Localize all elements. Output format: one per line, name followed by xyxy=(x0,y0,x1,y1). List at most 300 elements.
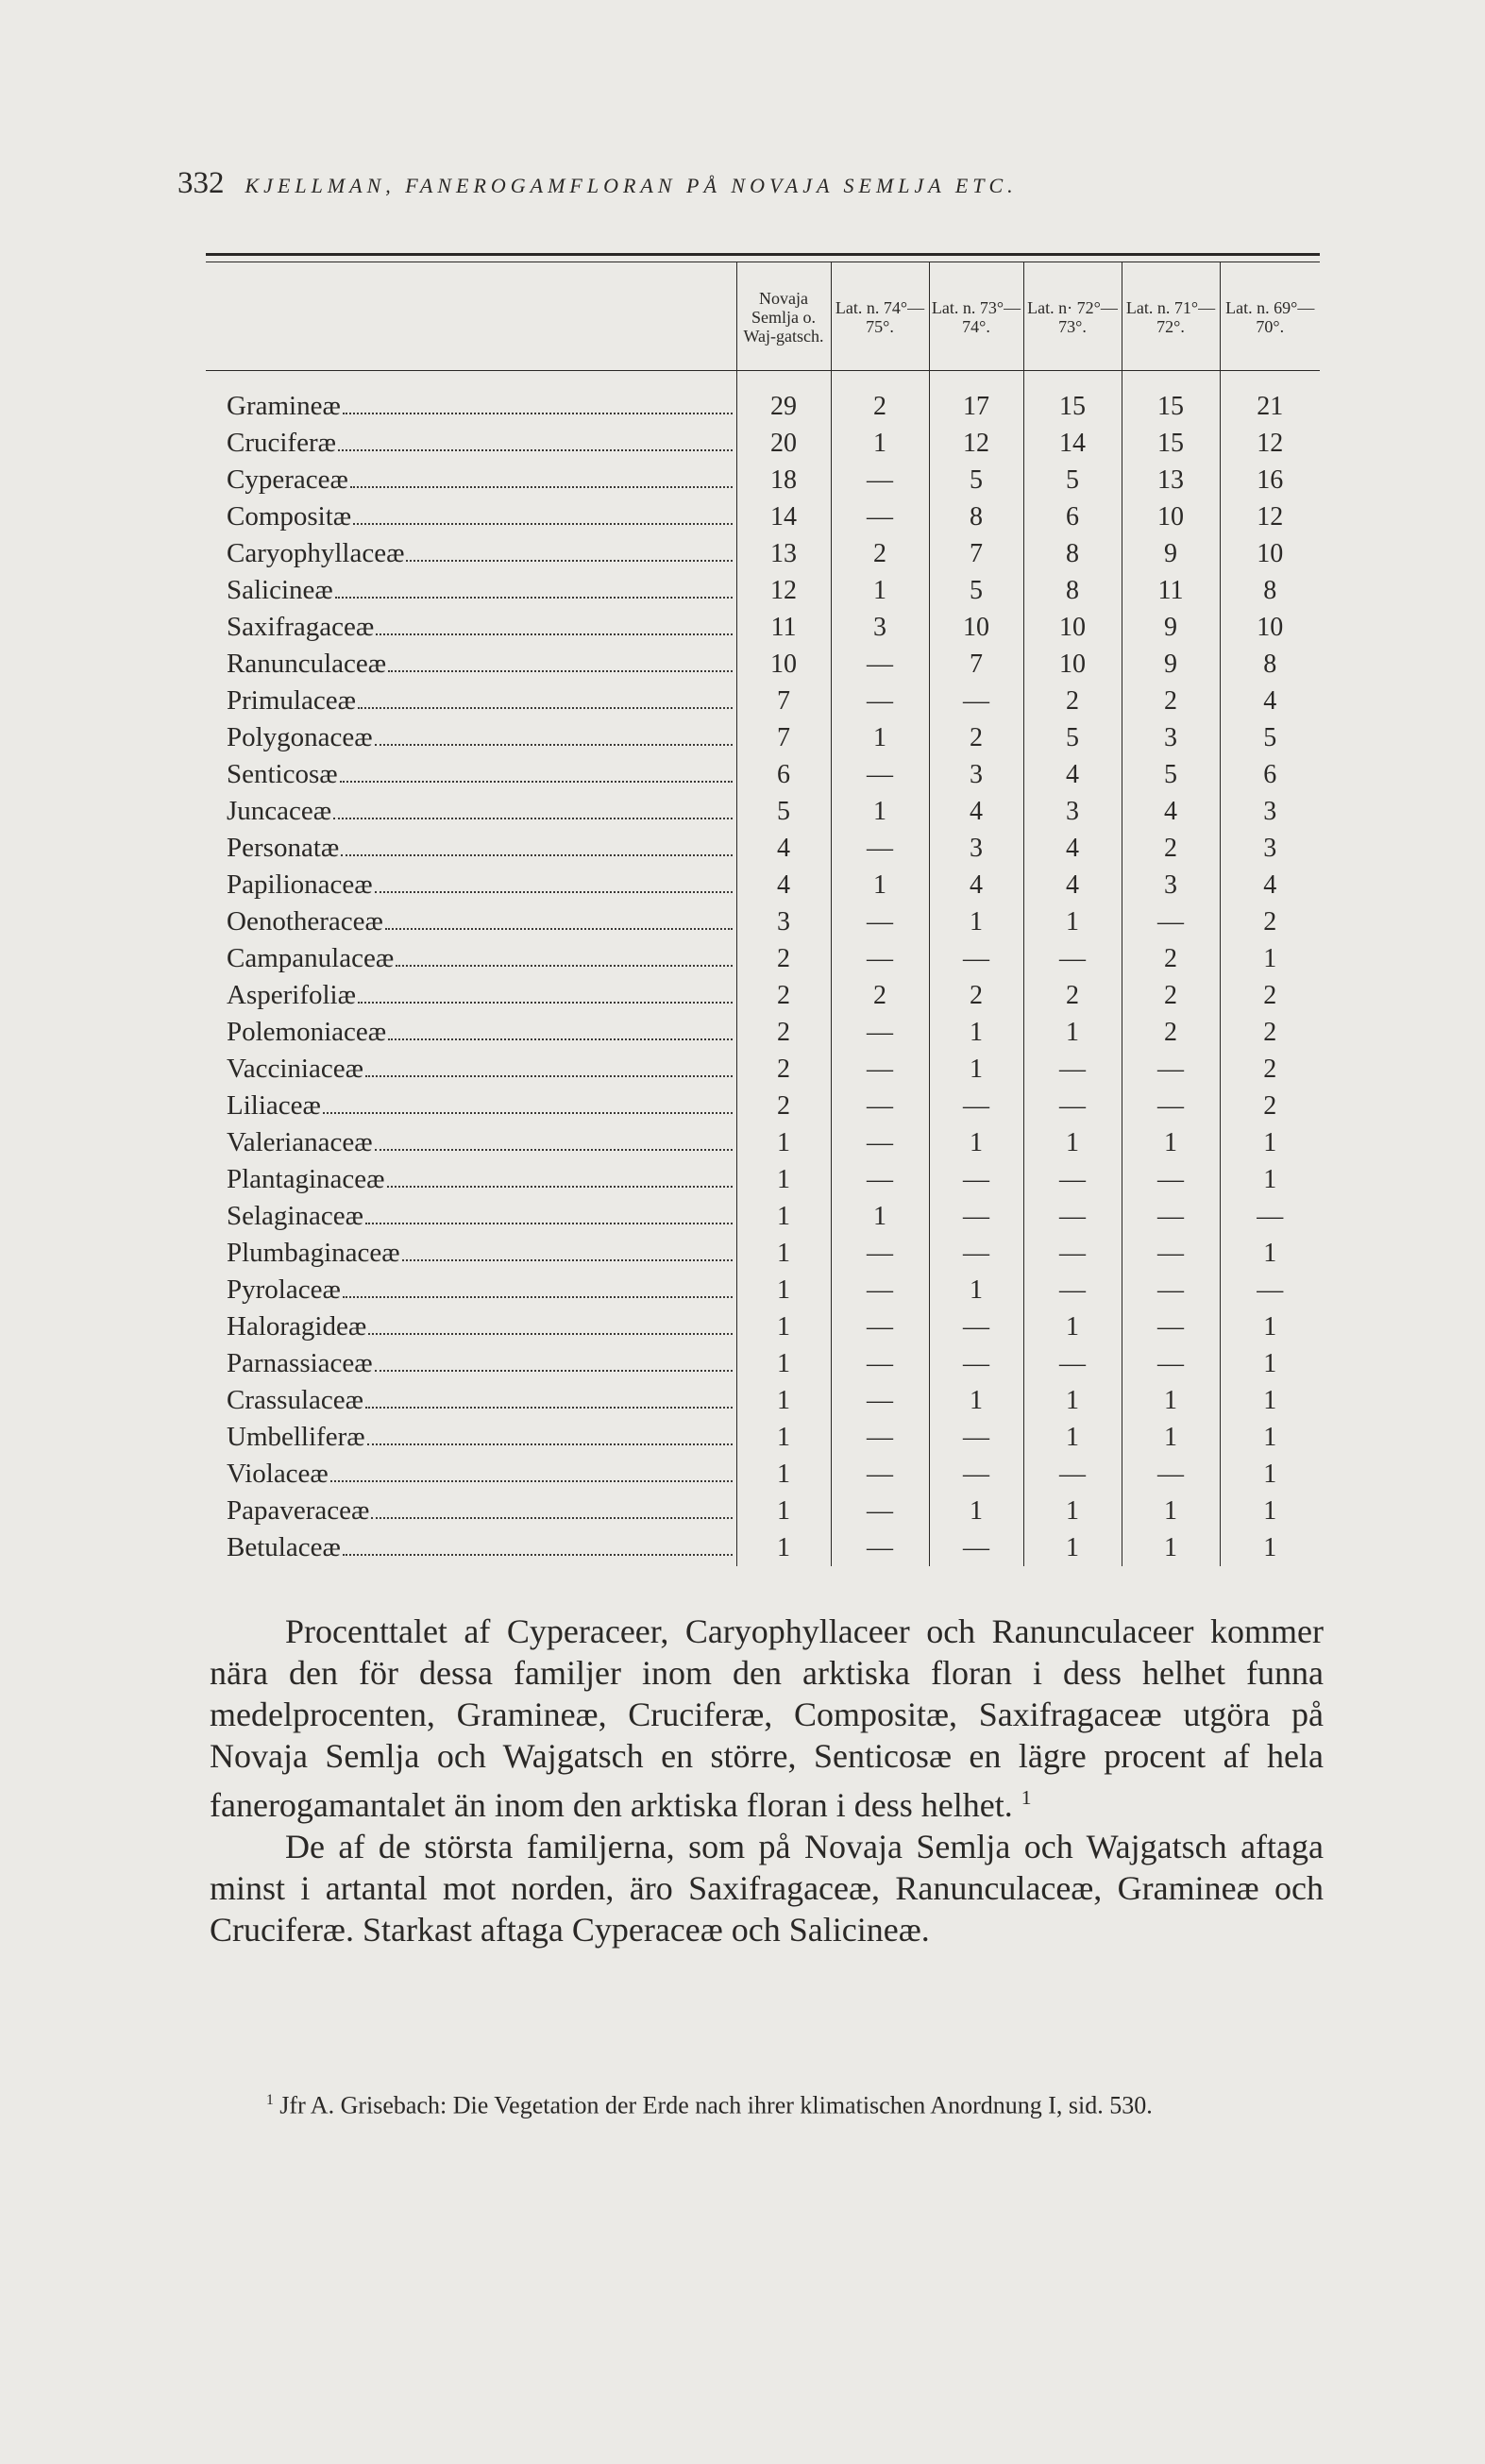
count-cell: 1 xyxy=(831,867,929,903)
count-cell: — xyxy=(1023,1051,1122,1088)
count-cell: — xyxy=(831,1235,929,1272)
count-cell: 1 xyxy=(1023,1529,1122,1566)
count-cell: — xyxy=(1023,1161,1122,1198)
count-cell: 8 xyxy=(1220,572,1320,609)
count-cell: — xyxy=(831,462,929,498)
count-cell: 11 xyxy=(736,609,831,646)
count-cell: 7 xyxy=(929,535,1023,572)
dot-leader xyxy=(396,964,732,967)
count-cell: — xyxy=(1122,903,1220,940)
family-name-cell xyxy=(206,1124,736,1161)
count-cell: — xyxy=(929,1419,1023,1456)
count-cell: 2 xyxy=(929,719,1023,756)
count-cell: — xyxy=(1122,1308,1220,1345)
count-cell: 7 xyxy=(929,646,1023,683)
family-name-cell xyxy=(206,756,736,793)
dot-leader xyxy=(375,1369,733,1372)
family-name-cell xyxy=(206,719,736,756)
count-cell: — xyxy=(1122,1051,1220,1088)
count-cell: 2 xyxy=(1220,1088,1320,1124)
count-cell: 2 xyxy=(1220,977,1320,1014)
count-cell: 1 xyxy=(831,1198,929,1235)
count-cell: 9 xyxy=(1122,535,1220,572)
footnote-mark: 1 xyxy=(266,2092,274,2108)
count-cell: — xyxy=(1023,1345,1122,1382)
dot-leader xyxy=(375,890,733,893)
count-cell: 2 xyxy=(1122,977,1220,1014)
count-cell: 15 xyxy=(1023,388,1122,425)
count-cell: 6 xyxy=(1220,756,1320,793)
count-cell: — xyxy=(929,1529,1023,1566)
count-cell: 14 xyxy=(1023,425,1122,462)
family-name-cell xyxy=(206,1161,736,1198)
running-title: KJELLMAN, FANEROGAMFLORAN PÅ NOVAJA SEMLJA ETC. xyxy=(245,174,1018,197)
table-row xyxy=(206,1456,1320,1493)
dot-leader xyxy=(387,1185,733,1188)
family-name: Valerianaceæ xyxy=(227,1127,373,1157)
count-cell: — xyxy=(1122,1272,1220,1308)
count-cell: 2 xyxy=(736,1051,831,1088)
column-header: Lat. n· 72°—73°. xyxy=(1023,262,1122,371)
table-row xyxy=(206,1014,1320,1051)
family-name-cell xyxy=(206,646,736,683)
family-name-cell xyxy=(206,1088,736,1124)
family-name: Haloragideæ xyxy=(227,1311,367,1342)
count-cell: — xyxy=(831,1161,929,1198)
table-row xyxy=(206,867,1320,903)
family-name: Saxifragaceæ xyxy=(227,612,375,642)
page-number: 332 xyxy=(177,166,225,200)
count-cell: 5 xyxy=(736,793,831,830)
count-cell: 10 xyxy=(929,609,1023,646)
family-name: Primulaceæ xyxy=(227,685,356,716)
count-cell: 8 xyxy=(1023,535,1122,572)
count-cell: 3 xyxy=(1220,830,1320,867)
count-cell: 6 xyxy=(736,756,831,793)
count-cell: 9 xyxy=(1122,609,1220,646)
family-name-cell xyxy=(206,1529,736,1566)
table-row xyxy=(206,1235,1320,1272)
table-row xyxy=(206,683,1320,719)
dot-leader xyxy=(365,1222,733,1224)
count-cell: — xyxy=(929,1345,1023,1382)
table-row xyxy=(206,1161,1320,1198)
count-cell: 1 xyxy=(736,1161,831,1198)
count-cell: 5 xyxy=(1023,719,1122,756)
count-cell: — xyxy=(831,1345,929,1382)
column-header: Lat. n. 73°—74°. xyxy=(929,262,1023,371)
table-row xyxy=(206,1529,1320,1566)
dot-leader xyxy=(358,1001,733,1004)
paragraph-text: De af de största familjerna, som på Novaja Semlja och Wajgatsch aftaga minst i artantal mot norden, äro Saxifragaceæ, Ranunculaceæ, Gramineæ och Cruciferæ. Starkast aftaga Cyperaceæ och Salicineæ. xyxy=(210,1828,1324,1949)
count-cell: 17 xyxy=(929,388,1023,425)
count-cell: — xyxy=(831,1419,929,1456)
count-cell: — xyxy=(831,903,929,940)
family-name-cell xyxy=(206,1419,736,1456)
count-cell: 1 xyxy=(831,719,929,756)
dot-leader xyxy=(388,669,732,672)
count-cell: 1 xyxy=(736,1382,831,1419)
count-cell: 13 xyxy=(1122,462,1220,498)
count-cell: 1 xyxy=(1122,1124,1220,1161)
count-cell: 1 xyxy=(929,1272,1023,1308)
count-cell: 2 xyxy=(1122,1014,1220,1051)
family-table xyxy=(206,262,1320,1566)
count-cell: 1 xyxy=(1220,1345,1320,1382)
dot-leader xyxy=(376,633,732,635)
family-name: Papaveraceæ xyxy=(227,1495,370,1526)
table-row xyxy=(206,793,1320,830)
count-cell: 1 xyxy=(1023,1308,1122,1345)
count-cell: 2 xyxy=(831,388,929,425)
count-cell: 14 xyxy=(736,498,831,535)
table-row xyxy=(206,1345,1320,1382)
count-cell: 10 xyxy=(1023,609,1122,646)
table-row xyxy=(206,1382,1320,1419)
count-cell: 12 xyxy=(736,572,831,609)
dot-leader xyxy=(343,1553,733,1556)
count-cell: — xyxy=(1122,1161,1220,1198)
table-top-rule xyxy=(206,253,1320,262)
table-row xyxy=(206,830,1320,867)
family-name-cell xyxy=(206,609,736,646)
column-header: Lat. n. 69°—70°. xyxy=(1220,262,1320,371)
header-blank-cell xyxy=(206,262,736,371)
count-cell: 1 xyxy=(1220,1456,1320,1493)
count-cell: 3 xyxy=(736,903,831,940)
count-cell: 1 xyxy=(1122,1493,1220,1529)
family-name: Gramineæ xyxy=(227,391,341,421)
count-cell: 10 xyxy=(1122,498,1220,535)
count-cell: — xyxy=(1220,1272,1320,1308)
dot-leader xyxy=(375,1148,733,1151)
family-name: Polygonaceæ xyxy=(227,722,373,752)
count-cell: — xyxy=(1023,1272,1122,1308)
table-row xyxy=(206,1493,1320,1529)
count-cell: 1 xyxy=(831,793,929,830)
body-text xyxy=(210,1611,1324,1950)
count-cell: 11 xyxy=(1122,572,1220,609)
family-name-cell xyxy=(206,1493,736,1529)
count-cell: 8 xyxy=(929,498,1023,535)
count-cell: 3 xyxy=(1122,867,1220,903)
count-cell: 3 xyxy=(1220,793,1320,830)
family-name-cell xyxy=(206,1382,736,1419)
table-header-row xyxy=(206,262,1320,371)
count-cell: — xyxy=(831,1051,929,1088)
count-cell: — xyxy=(1023,1456,1122,1493)
count-cell: 1 xyxy=(1023,903,1122,940)
table-row xyxy=(206,388,1320,425)
count-cell: — xyxy=(929,1198,1023,1235)
table-row xyxy=(206,535,1320,572)
family-name: Campanulaceæ xyxy=(227,943,395,973)
footnote-text: Jfr A. Grisebach: Die Vegetation der Erde nach ihrer klimatischen Anordnung I, sid. 530. xyxy=(279,2091,1153,2119)
dot-leader xyxy=(330,1479,733,1482)
dot-leader xyxy=(358,706,733,709)
count-cell: 10 xyxy=(736,646,831,683)
count-cell: 1 xyxy=(1220,1493,1320,1529)
dot-leader xyxy=(343,1295,733,1298)
table-row xyxy=(206,1051,1320,1088)
count-cell: 1 xyxy=(831,425,929,462)
dot-leader xyxy=(335,596,733,599)
count-cell: 15 xyxy=(1122,425,1220,462)
count-cell: 5 xyxy=(1122,756,1220,793)
family-name: Polemoniaceæ xyxy=(227,1017,387,1047)
count-cell: 12 xyxy=(1220,425,1320,462)
table-row xyxy=(206,462,1320,498)
table-row xyxy=(206,719,1320,756)
family-name-cell xyxy=(206,535,736,572)
family-name: Compositæ xyxy=(227,501,352,532)
count-cell: 1 xyxy=(736,1198,831,1235)
count-cell: — xyxy=(1122,1456,1220,1493)
table-row xyxy=(206,940,1320,977)
count-cell: 2 xyxy=(1220,1014,1320,1051)
table-row xyxy=(206,903,1320,940)
table-row xyxy=(206,1198,1320,1235)
count-cell: 18 xyxy=(736,462,831,498)
count-cell: 1 xyxy=(736,1456,831,1493)
count-cell: 1 xyxy=(1023,1014,1122,1051)
count-cell: — xyxy=(1122,1198,1220,1235)
count-cell: 4 xyxy=(1023,867,1122,903)
family-name: Parnassiaceæ xyxy=(227,1348,373,1378)
count-cell: 1 xyxy=(1122,1382,1220,1419)
family-name: Juncaceæ xyxy=(227,796,332,826)
family-name-cell xyxy=(206,1198,736,1235)
count-cell: — xyxy=(831,756,929,793)
family-name: Papilionaceæ xyxy=(227,869,373,900)
dot-leader xyxy=(365,1074,733,1077)
table-row xyxy=(206,425,1320,462)
count-cell: — xyxy=(1023,940,1122,977)
count-cell: 2 xyxy=(1023,683,1122,719)
family-name-cell xyxy=(206,1308,736,1345)
count-cell: — xyxy=(831,1272,929,1308)
count-cell: 1 xyxy=(736,1529,831,1566)
dot-leader xyxy=(338,448,733,451)
count-cell: 1 xyxy=(1220,1235,1320,1272)
count-cell: 1 xyxy=(1122,1419,1220,1456)
dot-leader xyxy=(340,780,733,783)
count-cell: 1 xyxy=(1220,1124,1320,1161)
count-cell: 5 xyxy=(1023,462,1122,498)
family-table-container xyxy=(206,253,1320,1566)
count-cell: 1 xyxy=(736,1345,831,1382)
family-name: Ranunculaceæ xyxy=(227,649,387,679)
family-name: Salicineæ xyxy=(227,575,333,605)
count-cell: 3 xyxy=(929,756,1023,793)
family-name: Selaginaceæ xyxy=(227,1201,363,1231)
count-cell: — xyxy=(929,1235,1023,1272)
family-name-cell xyxy=(206,572,736,609)
table-row xyxy=(206,1419,1320,1456)
count-cell: 7 xyxy=(736,683,831,719)
table-row xyxy=(206,572,1320,609)
count-cell: 29 xyxy=(736,388,831,425)
count-cell: 1 xyxy=(1023,1493,1122,1529)
count-cell: 2 xyxy=(831,977,929,1014)
count-cell: 2 xyxy=(1220,903,1320,940)
count-cell: — xyxy=(929,1456,1023,1493)
dot-leader xyxy=(343,412,733,414)
count-cell: 1 xyxy=(736,1493,831,1529)
table-row xyxy=(206,498,1320,535)
count-cell: 2 xyxy=(1122,683,1220,719)
paragraph-text: Procenttalet af Cyperaceer, Caryophyllaceer och Ranunculaceer kommer nära den för dessa familjer inom den arktiska floran i dess helhet funna medelprocenten, Gramineæ, Cruciferæ, Compositæ, Saxifragaceæ utgöra på Novaja Semlja och Wajgatsch en större, Senticosæ en lägre procent af hela fanerogamantalet än inom den arktiska floran i dess helhet. xyxy=(210,1612,1324,1824)
family-name-cell xyxy=(206,498,736,535)
family-name-cell xyxy=(206,793,736,830)
count-cell: 1 xyxy=(929,1124,1023,1161)
table-row xyxy=(206,1088,1320,1124)
count-cell: — xyxy=(1122,1088,1220,1124)
count-cell: 3 xyxy=(1122,719,1220,756)
count-cell: 9 xyxy=(1122,646,1220,683)
count-cell: 4 xyxy=(929,793,1023,830)
family-name-cell xyxy=(206,683,736,719)
count-cell: 4 xyxy=(929,867,1023,903)
family-name: Oenotheraceæ xyxy=(227,906,383,937)
count-cell: 1 xyxy=(736,1272,831,1308)
count-cell: 1 xyxy=(929,1382,1023,1419)
count-cell: 2 xyxy=(736,1014,831,1051)
count-cell: 2 xyxy=(736,940,831,977)
count-cell: 5 xyxy=(929,462,1023,498)
family-name: Vacciniaceæ xyxy=(227,1054,363,1084)
table-body xyxy=(206,371,1320,1567)
count-cell: 4 xyxy=(1220,867,1320,903)
family-name-cell xyxy=(206,425,736,462)
count-cell: 2 xyxy=(1023,977,1122,1014)
dot-leader xyxy=(375,743,733,746)
family-name: Cruciferæ xyxy=(227,428,336,458)
count-cell: 2 xyxy=(736,1088,831,1124)
count-cell: — xyxy=(1122,1345,1220,1382)
count-cell: 1 xyxy=(1122,1529,1220,1566)
count-cell: — xyxy=(929,1088,1023,1124)
table-spacer-row xyxy=(206,371,1320,389)
family-name-cell xyxy=(206,977,736,1014)
count-cell: 4 xyxy=(1122,793,1220,830)
family-name: Crassulaceæ xyxy=(227,1385,363,1415)
family-name: Betulaceæ xyxy=(227,1532,341,1562)
family-name-cell xyxy=(206,1345,736,1382)
count-cell: 1 xyxy=(1023,1382,1122,1419)
count-cell: 1 xyxy=(929,1493,1023,1529)
family-name: Senticosæ xyxy=(227,759,338,789)
count-cell: — xyxy=(929,940,1023,977)
count-cell: 3 xyxy=(831,609,929,646)
family-name-cell xyxy=(206,1272,736,1308)
family-name-cell xyxy=(206,867,736,903)
family-name-cell xyxy=(206,1456,736,1493)
family-name: Violaceæ xyxy=(227,1459,329,1489)
count-cell: 2 xyxy=(1220,1051,1320,1088)
family-name: Asperifoliæ xyxy=(227,980,356,1010)
count-cell: 10 xyxy=(1220,609,1320,646)
count-cell: — xyxy=(831,498,929,535)
column-header: Lat. n. 74°—75°. xyxy=(831,262,929,371)
count-cell: — xyxy=(1023,1088,1122,1124)
count-cell: — xyxy=(929,1161,1023,1198)
dot-leader xyxy=(402,1258,733,1261)
count-cell: 1 xyxy=(736,1124,831,1161)
family-name-cell xyxy=(206,1051,736,1088)
count-cell: — xyxy=(1023,1235,1122,1272)
count-cell: 8 xyxy=(1220,646,1320,683)
dot-leader xyxy=(353,522,732,525)
dot-leader xyxy=(368,1332,732,1335)
count-cell: 1 xyxy=(1023,1124,1122,1161)
dot-leader xyxy=(385,927,733,930)
count-cell: 1 xyxy=(736,1308,831,1345)
count-cell: — xyxy=(1023,1198,1122,1235)
count-cell: 3 xyxy=(1023,793,1122,830)
count-cell: 1 xyxy=(1220,940,1320,977)
count-cell: 1 xyxy=(831,572,929,609)
family-name: Liliaceæ xyxy=(227,1090,321,1121)
count-cell: 16 xyxy=(1220,462,1320,498)
count-cell: — xyxy=(929,683,1023,719)
family-name: Plumbaginaceæ xyxy=(227,1238,400,1268)
count-cell: 1 xyxy=(929,903,1023,940)
count-cell: 1 xyxy=(736,1235,831,1272)
count-cell: — xyxy=(1220,1198,1320,1235)
family-name-cell xyxy=(206,940,736,977)
count-cell: 5 xyxy=(929,572,1023,609)
running-head xyxy=(177,166,1339,204)
table-row xyxy=(206,1124,1320,1161)
column-header: Lat. n. 71°—72°. xyxy=(1122,262,1220,371)
count-cell: 1 xyxy=(1023,1419,1122,1456)
family-name-cell xyxy=(206,388,736,425)
count-cell: 7 xyxy=(736,719,831,756)
count-cell: — xyxy=(831,683,929,719)
dot-leader xyxy=(341,853,732,856)
dot-leader xyxy=(365,1406,733,1409)
count-cell: — xyxy=(1122,1235,1220,1272)
dot-leader xyxy=(388,1038,732,1040)
count-cell: 4 xyxy=(736,830,831,867)
family-name: Plantaginaceæ xyxy=(227,1164,385,1194)
count-cell: 2 xyxy=(1122,940,1220,977)
footnote-reference: 1 xyxy=(1021,1786,1032,1809)
count-cell: — xyxy=(831,1308,929,1345)
family-name: Caryophyllaceæ xyxy=(227,538,405,568)
count-cell: 4 xyxy=(1023,830,1122,867)
count-cell: — xyxy=(831,830,929,867)
count-cell: — xyxy=(831,1124,929,1161)
count-cell: 21 xyxy=(1220,388,1320,425)
dot-leader xyxy=(406,559,732,562)
count-cell: 1 xyxy=(1220,1161,1320,1198)
count-cell: — xyxy=(831,1493,929,1529)
count-cell: — xyxy=(831,1382,929,1419)
count-cell: — xyxy=(831,646,929,683)
count-cell: 12 xyxy=(929,425,1023,462)
table-row xyxy=(206,609,1320,646)
count-cell: 12 xyxy=(1220,498,1320,535)
table-row xyxy=(206,977,1320,1014)
family-name-cell xyxy=(206,1014,736,1051)
dot-leader xyxy=(350,485,733,488)
family-name: Pyrolaceæ xyxy=(227,1274,341,1305)
family-name-cell xyxy=(206,1235,736,1272)
family-name-cell xyxy=(206,903,736,940)
paragraph xyxy=(210,1611,1324,1826)
